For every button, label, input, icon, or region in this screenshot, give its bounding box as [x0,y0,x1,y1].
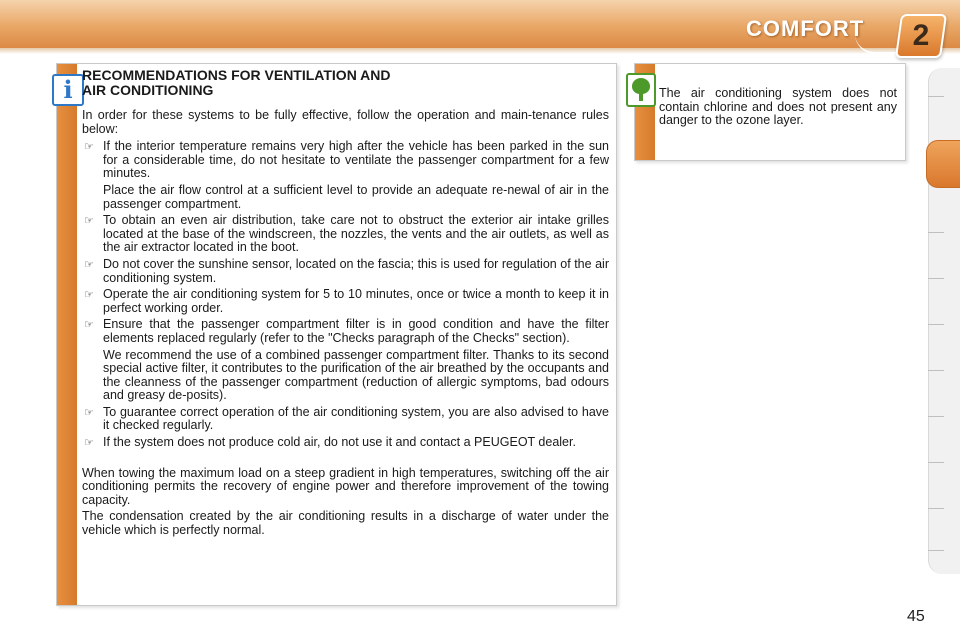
list-item [82,214,609,255]
list-item-text: If the system does not produce cold air, do not use it and contact a PEUGEOT dealer. [103,435,576,450]
list-item-text: To guarantee correct operation of the air conditioning system, you are also advised to have it checked regularly. [103,404,609,433]
chapter-number: 2 [912,19,930,52]
list-item-text: If the interior temperature remains very high after the vehicle has been parked in the sun for a considerable time, do not hesitate to ventilate the passenger compartment for a few minutes. [103,139,609,181]
list-item [82,318,609,403]
section-title-line: RECOMMENDATIONS FOR VENTILATION AND [82,67,391,83]
tab-divider [928,508,944,509]
intro-paragraph: In order for these systems to be fully effective, follow the operation and main-tenance rules below: [82,108,609,136]
pointing-hand-icon: ☞ [84,288,94,302]
tab-divider [928,370,944,371]
tree-trunk [639,92,643,101]
list-item [82,140,609,211]
list-item [82,436,609,450]
condensation-paragraph: The condensation created by the air conditioning results in a discharge of water under the vehicle which is perfectly normal. [82,509,609,538]
list-item-text: Do not cover the sunshine sensor, located on the fascia; this is used for regulation of the air conditioning system. [103,256,609,285]
chapter-tab-comfort[interactable] [926,140,960,188]
tab-divider [928,278,944,279]
list-item-extra: Place the air flow control at a sufficient level to provide an adequate re-newal of air in the passenger compartment. [103,182,609,211]
list-item [82,288,609,315]
tab-divider [928,462,944,463]
list-item [82,258,609,285]
tab-divider [928,96,944,97]
panel-accent-bar [57,64,77,605]
tab-divider [928,550,944,551]
recommendations-content [82,109,609,538]
section-title-line: AIR CONDITIONING [82,82,214,98]
towing-paragraph: When towing the maximum load on a steep gradient in high temperatures, switching off the air conditioning permits the recovery of engine power and therefore improvement of the towing capacity. [82,465,609,507]
list-item-text: Ensure that the passenger compartment filter is in good condition and have the filter elements replaced regularly (refer to the "Checks paragraph of the Checks" section). [103,317,609,345]
header-shadow [0,48,960,54]
pointing-hand-icon: ☞ [84,405,94,419]
pointing-hand-icon: ☞ [84,214,94,228]
section-title [82,68,502,98]
chapter-badge [895,14,947,58]
tree-icon [626,73,656,107]
environment-note: The air conditioning system does not contain chlorine and does not present any danger to the ozone layer. [659,86,897,128]
list-item-extra: We recommend the use of a combined passenger compartment filter. Thanks to its second special active filter, it contributes to the purification of the air breathed by the occupants and the cleanness of the passenger compartment (reduction of allergic symptoms, bad odours and greasy de-posits). [103,347,609,403]
list-item-text: Operate the air conditioning system for 5 to 10 minutes, once or twice a month to keep it in perfect working order. [103,287,609,315]
pointing-hand-icon: ☞ [84,436,94,450]
list-item [82,406,609,433]
pointing-hand-icon: ☞ [84,318,94,332]
pointing-hand-icon: ☞ [84,140,94,154]
tab-divider [928,324,944,325]
info-icon: i [52,74,84,106]
page-number: 45 [907,608,925,625]
pointing-hand-icon: ☞ [84,257,94,271]
tab-divider [928,232,944,233]
list-item-text: To obtain an even air distribution, take care not to obstruct the exterior air intake grilles located at the base of the windscreen, the nozzles, the vents and the air outlets, as well as the air extractor located in the boot. [103,213,609,255]
tab-divider [928,416,944,417]
chapter-title: COMFORT [746,16,865,41]
